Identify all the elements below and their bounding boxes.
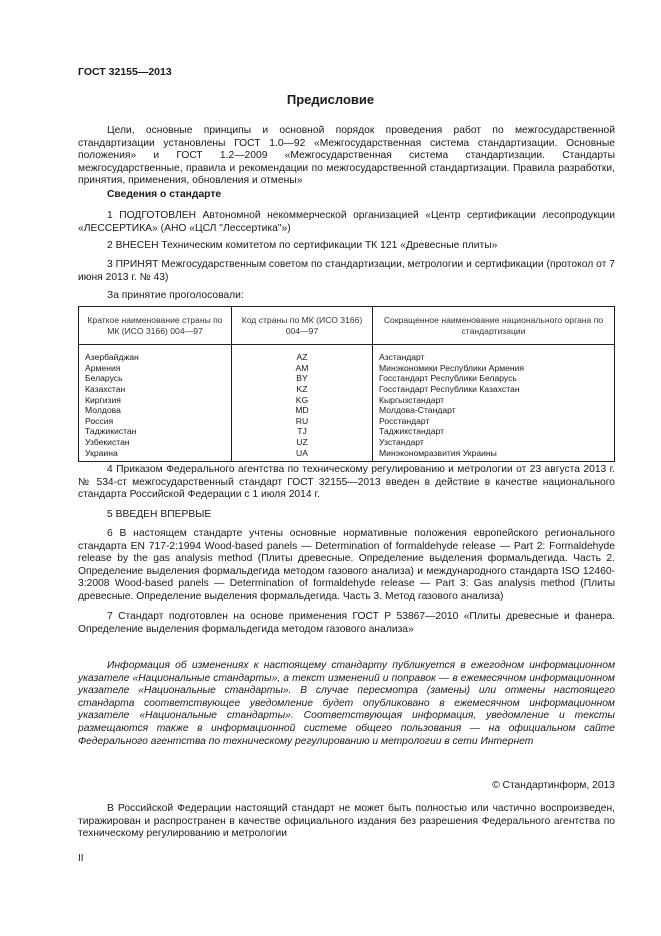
- code-cell: RU: [232, 416, 373, 427]
- country-cell: Азербайджан: [79, 345, 232, 363]
- code-cell: KZ: [232, 384, 373, 395]
- section-heading: Сведения о стандарте: [107, 189, 222, 200]
- copyright-line: © Стандартинформ, 2013: [492, 780, 615, 791]
- table-row: [79, 384, 615, 395]
- standards-body-cell: Госстандарт Республики Казахстан: [373, 384, 615, 395]
- country-cell: Киргизия: [79, 395, 232, 406]
- table-row: [79, 405, 615, 416]
- table-header-code: Код страны по МК (ИСО 3166) 004—97: [232, 307, 373, 345]
- table-row: [79, 373, 615, 384]
- code-cell: AM: [232, 363, 373, 374]
- standards-body-cell: Таджикстандарт: [373, 426, 615, 437]
- country-cell: Казахстан: [79, 384, 232, 395]
- item-2-paragraph: 2 ВНЕСЕН Техническим комитетом по сертификации ТК 121 «Древесные плиты»: [107, 240, 498, 251]
- country-cell: Беларусь: [79, 373, 232, 384]
- document-id-header: ГОСТ 32155—2013: [78, 66, 172, 78]
- table-row: [79, 426, 615, 437]
- table-row: [79, 448, 615, 462]
- item-1-paragraph: 1 ПОДГОТОВЛЕН Автономной некоммерческой организацией «Центр сертификации лесопродукции «ЛЕССЕРТИКА» (АНО «ЦСЛ "Лессертика"»): [78, 210, 615, 234]
- item-7-paragraph: 7 Стандарт подготовлен на основе применения ГОСТ Р 53867—2010 «Плиты древесные и фанера. Определение выделения формальдегида методом газового анализа»: [78, 611, 615, 635]
- item-5-paragraph: 5 ВВЕДЕН ВПЕРВЫЕ: [107, 509, 212, 520]
- amendments-info-note: Информация об изменениях к настоящему стандарту публикуется в ежегодном информационном указателе «Национальные стандарты», а текст изменений и поправок — в ежемесячном информационном указателе «Национальные стандарты». В случае пересмотра (замены) или отмены настоящего стандарта соответствующее уведомление будет опубликовано в ежемесячном информационном указателе «Национальные стандарты». Соответствующая информация, уведомление и тексты размещаются также в информационной системе общего пользования — на официальном сайте Федерального агентства по техническому регулированию и метрологии в сети Интернет: [78, 660, 615, 747]
- rights-note: В Российской Федерации настоящий стандарт не может быть полностью или частично воспроизведен, тиражирован и распространен в качестве официального издания без разрешения Федерального агентства по техническому регулированию и метрологии: [78, 803, 615, 840]
- table-header-body: Сокращенное наименование национального органа по стандартизации: [373, 307, 615, 345]
- item-3-paragraph: 3 ПРИНЯТ Межгосударственным советом по стандартизации, метрологии и сертификации (протокол от 7 июня 2013 г. № 43): [78, 259, 615, 283]
- table-row: [79, 437, 615, 448]
- table-row: [79, 363, 615, 374]
- code-cell: MD: [232, 405, 373, 416]
- standards-body-cell: Минэкономики Республики Армения: [373, 363, 615, 374]
- table-row: [79, 395, 615, 406]
- code-cell: UA: [232, 448, 373, 462]
- item-4-paragraph: 4 Приказом Федерального агентства по техническому регулированию и метрологии от 23 августа 2013 г. № 534-ст межгосударственный стандарт ГОСТ 32155—2013 введен в действие в качестве национального стандарта Российской Федерации с 1 июля 2014 г.: [78, 464, 615, 501]
- standards-body-cell: Узстандарт: [373, 437, 615, 448]
- table-row: [79, 345, 615, 363]
- code-cell: UZ: [232, 437, 373, 448]
- table-row: [79, 416, 615, 427]
- country-cell: Таджикистан: [79, 426, 232, 437]
- page-title: Предисловие: [286, 92, 375, 107]
- code-cell: AZ: [232, 345, 373, 363]
- standards-body-cell: Молдова-Стандарт: [373, 405, 615, 416]
- standards-body-cell: Кыргызстандарт: [373, 395, 615, 406]
- standards-body-cell: Азстандарт: [373, 345, 615, 363]
- code-cell: KG: [232, 395, 373, 406]
- code-cell: TJ: [232, 426, 373, 437]
- country-cell: Россия: [79, 416, 232, 427]
- vote-intro: За принятие проголосовали:: [107, 290, 244, 301]
- table-header-country: Краткое наименование страны по МК (ИСО 3166) 004—97: [79, 307, 232, 345]
- code-cell: BY: [232, 373, 373, 384]
- page-number: II: [78, 853, 84, 864]
- item-6-paragraph: 6 В настоящем стандарте учтены основные нормативные положения европейского регионального стандарта EN 717-2:1994 Wood-based panels — Determination of formaldehyde release — Part 2: Formaldehyde release by the gas analysis method (Плиты древесные. Определение выделения формальдегида. Часть 2. Определение выделения формальдегида методом газового анализа) и международного стандарта ISO 12460-3:2008 Wood-based panels — Determination of formaldehyde release — Part 3: Gas analysis method (Плиты древесные. Определение выделения формальдегида. Часть 3. Метод газового анализа): [78, 528, 615, 602]
- country-cell: Молдова: [79, 405, 232, 416]
- standards-body-cell: Росстандарт: [373, 416, 615, 427]
- standards-body-cell: Госстандарт Республики Беларусь: [373, 373, 615, 384]
- intro-paragraph: Цели, основные принципы и основной порядок проведения работ по межгосударственной стандартизации установлены ГОСТ 1.0—92 «Межгосударственная система стандартизации. Основные положения» и ГОСТ 1.2—2009 «Межгосударственная система стандартизации. Стандарты межгосударственные, правила и рекомендации по межгосударственной стандартизации. Правила разработки, принятия, применения, обновления и отмены»: [78, 125, 615, 187]
- standards-body-cell: Минэкономразвития Украины: [373, 448, 615, 462]
- voting-table: [78, 306, 615, 462]
- country-cell: Узбекистан: [79, 437, 232, 448]
- country-cell: Армения: [79, 363, 232, 374]
- table-header-row: [79, 307, 615, 345]
- country-cell: Украина: [79, 448, 232, 462]
